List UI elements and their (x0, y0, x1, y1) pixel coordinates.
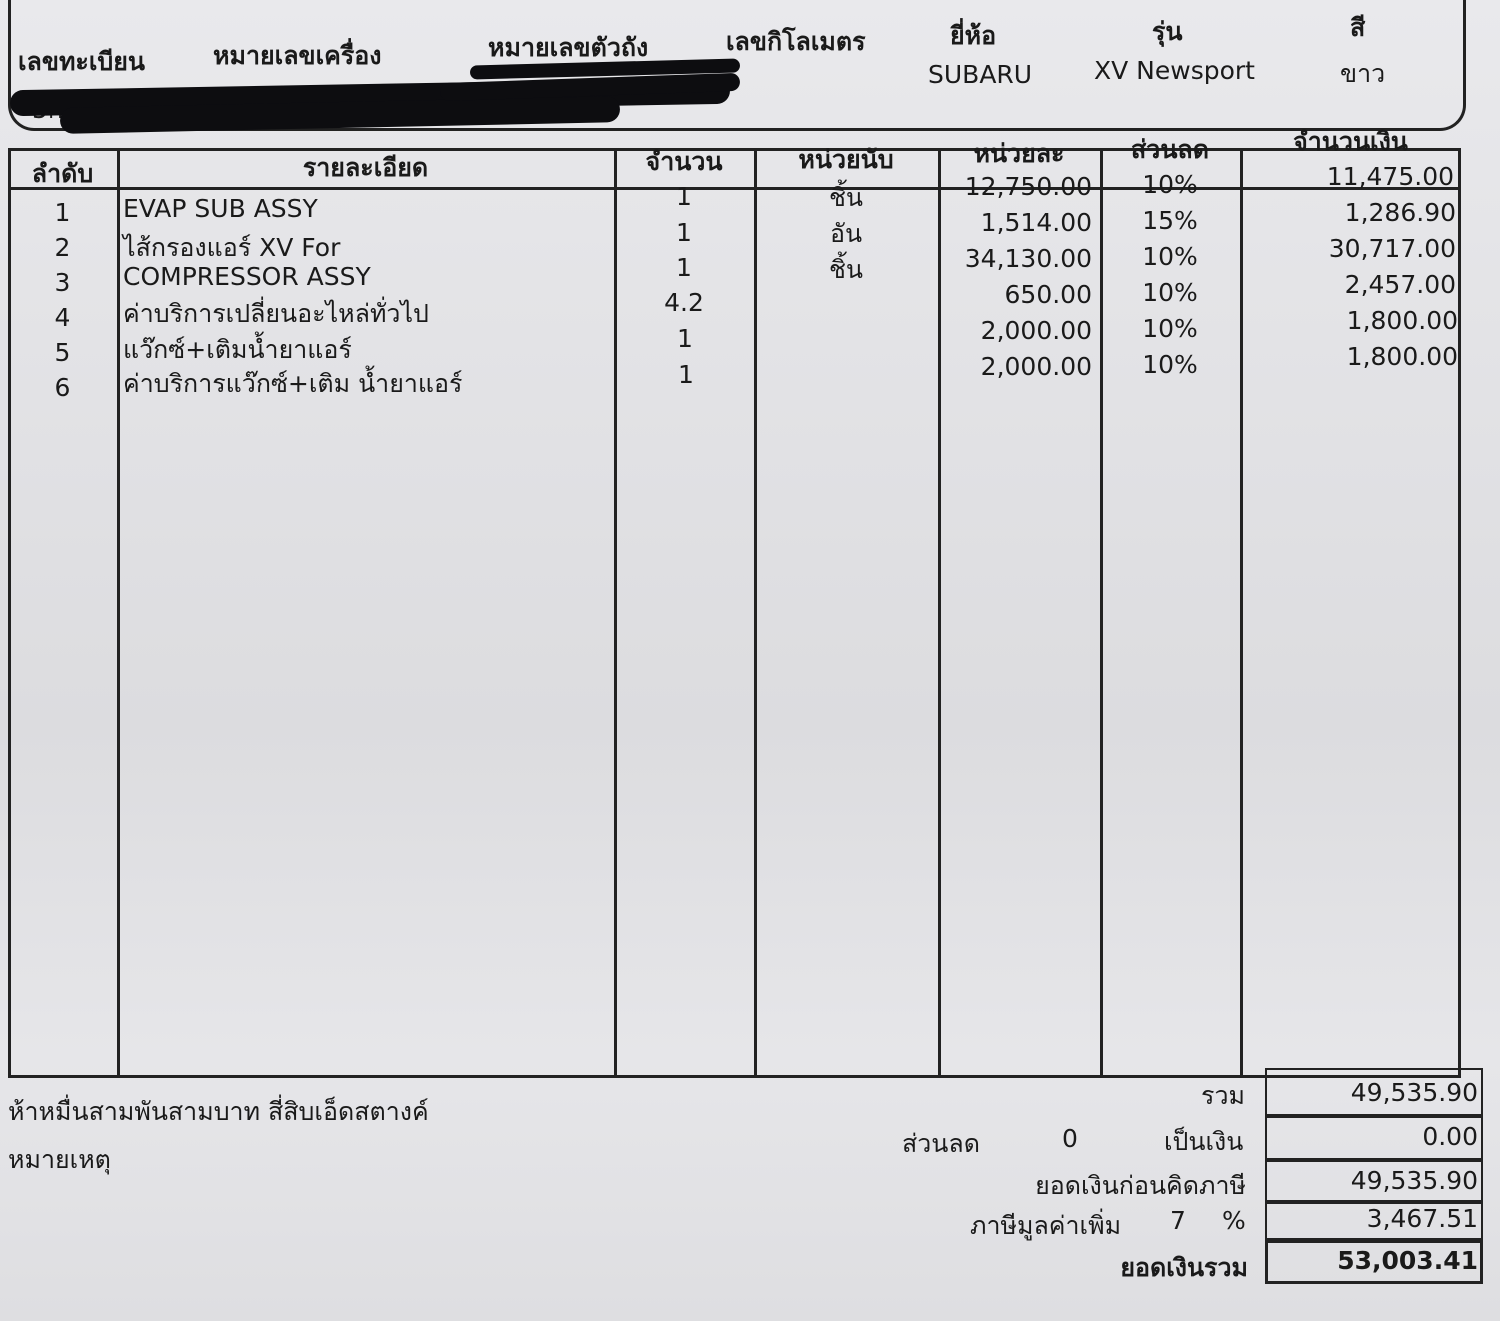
discount-value: 0.00 (1422, 1122, 1478, 1151)
row-4-discount: 10% (1142, 278, 1198, 307)
row-3-quantity: 1 (676, 253, 692, 282)
total-label: รวม (1201, 1081, 1245, 1110)
row-6-description: ค่าบริการแว๊กซ์+เติม น้ำยาแอร์ (123, 369, 463, 398)
row-3-unit: ชิ้น (828, 255, 864, 284)
row-3-index: 3 (54, 268, 71, 297)
row-3-description: COMPRESSOR ASSY (123, 262, 371, 291)
row-3-discount: 10% (1142, 242, 1198, 271)
discount-rate: 0 (1062, 1124, 1078, 1153)
row-4-index: 4 (54, 303, 71, 332)
header-registration: เลขทะเบียน (18, 47, 146, 76)
row-3-unit-price: 34,130.00 (964, 244, 1092, 273)
th-amount: จำนวนเงิน (1293, 127, 1408, 156)
row-2-discount: 15% (1142, 206, 1198, 235)
th-unit-price: หน่วยละ (973, 139, 1065, 168)
row-5-unit-price: 2,000.00 (980, 316, 1092, 345)
row-4-description: ค่าบริการเปลี่ยนอะไหล่ทั่วไป (123, 299, 429, 328)
model-value: XV Newsport (1094, 56, 1255, 85)
row-1-discount: 10% (1142, 170, 1198, 199)
vat-label: ภาษีมูลค่าเพิ่ม (970, 1211, 1122, 1240)
discount-amount-label: เป็นเงิน (1164, 1127, 1244, 1156)
row-6-unit-price: 2,000.00 (980, 352, 1092, 381)
row-2-index: 2 (54, 233, 71, 262)
discount-label: ส่วนลด (902, 1129, 980, 1158)
row-6-discount: 10% (1142, 350, 1198, 379)
row-5-amount: 1,800.00 (1346, 306, 1458, 335)
header-engine-no: หมายเลขเครื่อง (213, 41, 382, 70)
th-quantity: จำนวน (645, 147, 723, 176)
pretax-value: 49,535.90 (1350, 1166, 1478, 1195)
row-6-index: 6 (54, 373, 71, 402)
grand-total-label: ยอดเงินรวม (1120, 1253, 1248, 1282)
vat-rate: 7 (1170, 1206, 1186, 1235)
row-1-amount: 11,475.00 (1326, 162, 1454, 191)
brand-value: SUBARU (928, 60, 1033, 89)
header-color: สี (1350, 13, 1366, 42)
row-6-amount: 1,800.00 (1346, 342, 1458, 371)
column-divider (117, 148, 120, 1078)
grand-total-value: 53,003.41 (1337, 1246, 1478, 1275)
row-1-description: EVAP SUB ASSY (123, 194, 318, 223)
row-1-quantity: 1 (676, 182, 692, 211)
vat-percent-sign: % (1222, 1206, 1246, 1235)
row-1-unit-price: 12,750.00 (964, 172, 1092, 201)
th-unit: หน่วยนับ (798, 145, 894, 174)
color-value: ขาว (1340, 59, 1386, 88)
header-brand: ยี่ห้อ (950, 21, 997, 50)
total-value: 49,535.90 (1350, 1078, 1478, 1107)
header-mileage: เลขกิโลเมตร (726, 27, 866, 56)
row-6-quantity: 1 (678, 360, 694, 389)
row-5-index: 5 (54, 338, 71, 367)
th-index: ลำดับ (31, 159, 94, 188)
vat-value: 3,467.51 (1366, 1204, 1478, 1233)
row-3-amount: 30,717.00 (1328, 234, 1456, 263)
header-model: รุ่น (1152, 17, 1183, 46)
amount-in-words: ห้าหมื่นสามพันสามบาท สี่สิบเอ็ดสตางค์ (8, 1097, 429, 1126)
th-description: รายละเอียด (302, 153, 429, 182)
row-4-unit-price: 650.00 (1004, 280, 1092, 309)
row-1-unit: ชิ้น (828, 183, 864, 212)
header-chassis-no: หมายเลขตัวถัง (488, 33, 649, 62)
row-2-description: ไส้กรองแอร์ XV For (123, 233, 341, 262)
row-5-quantity: 1 (677, 324, 693, 353)
row-5-description: แว๊กซ์+เติมน้ำยาแอร์ (123, 335, 352, 364)
row-2-quantity: 1 (676, 218, 692, 247)
row-4-amount: 2,457.00 (1344, 270, 1456, 299)
row-1-index: 1 (54, 198, 71, 227)
pretax-label: ยอดเงินก่อนคิดภาษี (1035, 1171, 1246, 1200)
row-4-quantity: 4.2 (664, 288, 704, 317)
row-2-unit: อัน (829, 219, 863, 248)
remark-label: หมายเหตุ (8, 1145, 111, 1174)
th-discount: ส่วนลด (1131, 135, 1209, 164)
row-5-discount: 10% (1142, 314, 1198, 343)
row-2-unit-price: 1,514.00 (980, 208, 1092, 237)
row-2-amount: 1,286.90 (1344, 198, 1456, 227)
